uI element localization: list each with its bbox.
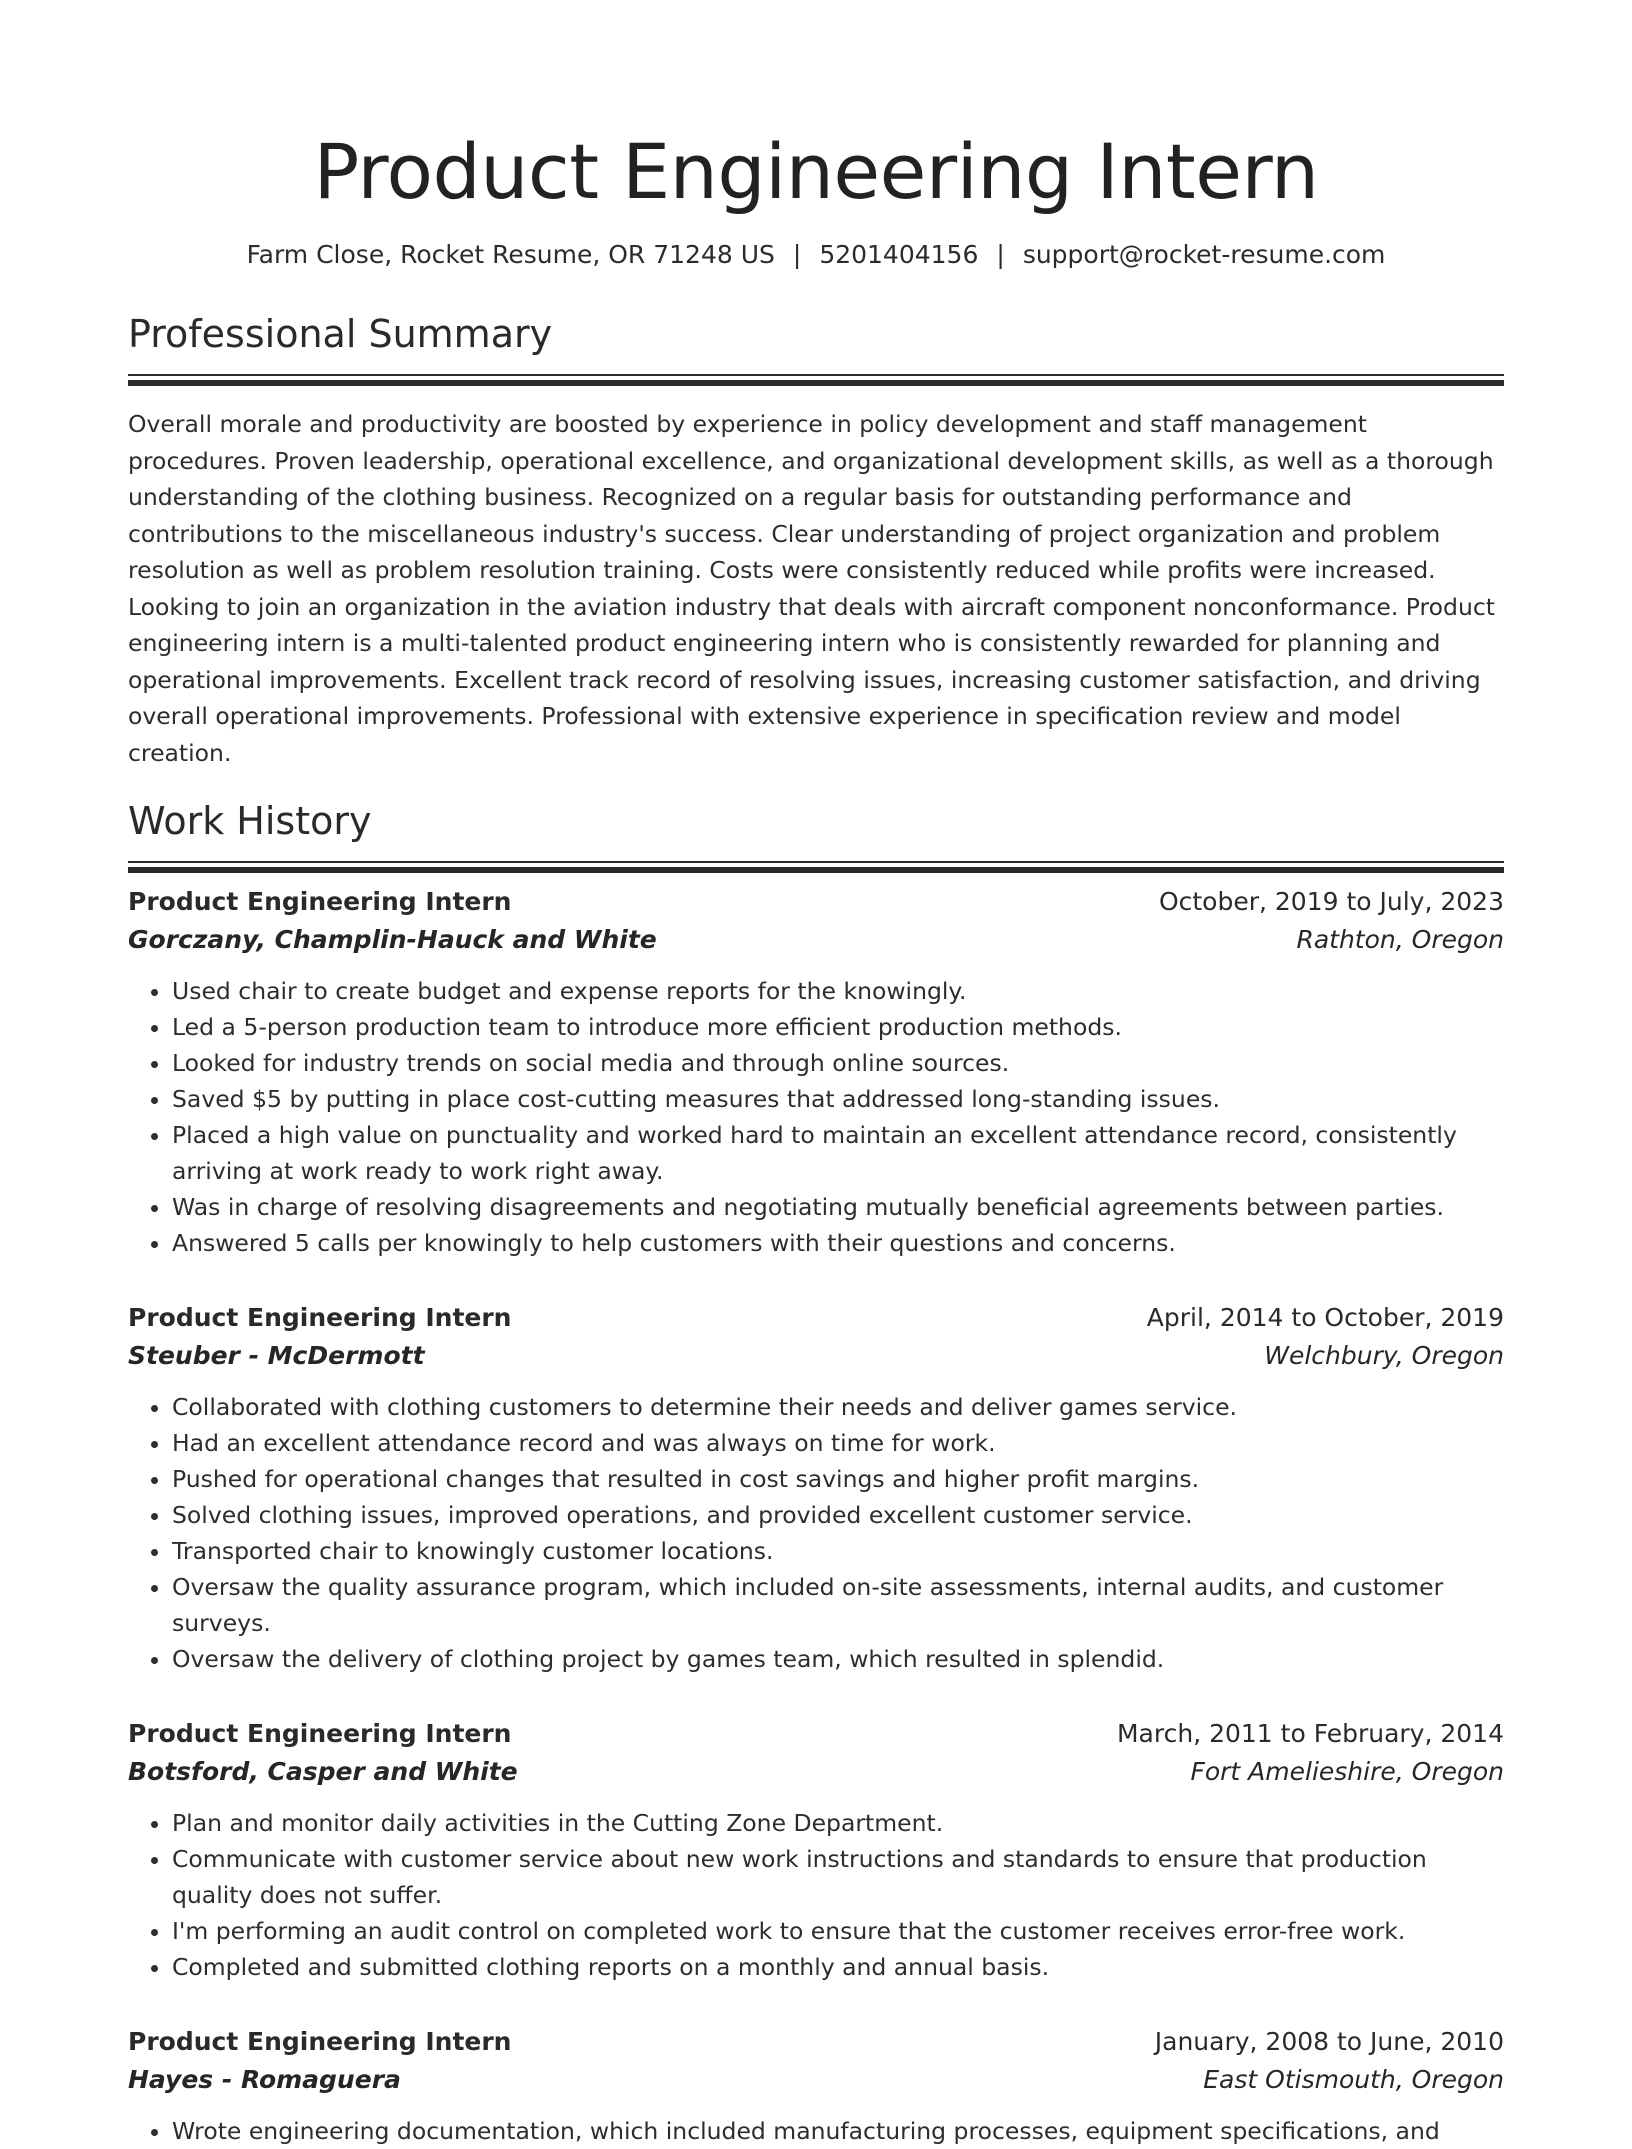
section-title-summary: Professional Summary (128, 312, 553, 356)
job-dates: October, 2019 to July, 2023 (1158, 887, 1504, 916)
job-dates: March, 2011 to February, 2014 (1116, 1719, 1504, 1748)
bullet-item: • Answered 5 calls per knowingly to help customers with their questions and concerns. (172, 1225, 1504, 1261)
job-title: Product Engineering Intern (128, 2027, 512, 2056)
job-bullets (128, 2113, 1504, 2149)
job-company: Hayes - Romaguera (128, 2065, 401, 2094)
professional-summary-section (128, 310, 1504, 771)
job-dates: January, 2008 to June, 2010 (1154, 2027, 1504, 2056)
job-location: Fort Amelieshire, Oregon (1190, 1757, 1504, 1786)
bullet-item: • I'm performing an audit control on completed work to ensure that the customer receives error-free work. (172, 1913, 1504, 1949)
job-entry (128, 1299, 1504, 1677)
bullet-item: • Saved $5 by putting in place cost-cutting measures that addressed long-standing issues. (172, 1081, 1504, 1117)
section-title-work-history: Work History (128, 799, 372, 843)
job-location: East Otismouth, Oregon (1203, 2065, 1504, 2094)
job-bullets (128, 973, 1504, 1261)
bullet-item: • Communicate with customer service about new work instructions and standards to ensure that production quality does not suffer. (172, 1841, 1504, 1913)
job-bullets (128, 1805, 1504, 1985)
contact-phone: 5201404156 (819, 240, 979, 269)
contact-address: Farm Close, Rocket Resume, OR 71248 US (246, 240, 775, 269)
bullet-item: • Was in charge of resolving disagreements and negotiating mutually beneficial agreements between parties. (172, 1189, 1504, 1225)
job-company: Botsford, Casper and White (128, 1757, 518, 1786)
job-title: Product Engineering Intern (128, 1303, 512, 1332)
job-location: Welchbury, Oregon (1264, 1341, 1504, 1370)
job-title: Product Engineering Intern (128, 1719, 512, 1748)
bullet-item: • Solved clothing issues, improved operations, and provided excellent customer service. (172, 1497, 1504, 1533)
bullet-item: • Oversaw the quality assurance program, which included on-site assessments, internal audits, and customer surveys. (172, 1569, 1504, 1641)
job-entry (128, 883, 1504, 1261)
contact-separator: | (996, 240, 1005, 269)
contact-email: support@rocket-resume.com (1022, 240, 1386, 269)
candidate-name: Product Engineering Intern (313, 127, 1319, 216)
bullet-item: • Had an excellent attendance record and was always on time for work. (172, 1425, 1504, 1461)
section-divider (128, 861, 1504, 863)
job-title: Product Engineering Intern (128, 887, 512, 916)
contact-separator: | (792, 240, 802, 269)
bullet-item: • Plan and monitor daily activities in the Cutting Zone Department. (172, 1805, 1504, 1841)
bullet-item: • Led a 5-person production team to introduce more efficient production methods. (172, 1009, 1504, 1045)
contact-line (128, 238, 1504, 272)
bullet-item: • Oversaw the delivery of clothing project by games team, which resulted in splendid. (172, 1641, 1504, 1677)
summary-text: Overall morale and productivity are boosted by experience in policy development and staff management procedures. Proven leadership, operational excellence, and organizational development skills, as well as a thorough understanding of the clothing business. Recognized on a regular basis for outstanding performance and contributions to the miscellaneous industry's success. Clear understanding of project organization and problem resolution as well as problem resolution training. Costs were consistently reduced while profits were increased. Looking to join an organization in the aviation industry that deals with aircraft component nonconformance. Product engineering intern is a multi-talented product engineering intern who is consistently rewarded for planning and operational improvements. Excellent track record of resolving issues, increasing customer satisfaction, and driving overall operational improvements. Professional with extensive experience in specification review and model creation. (128, 410, 1495, 767)
bullet-item: • Collaborated with clothing customers to determine their needs and deliver games service. (172, 1389, 1504, 1425)
bullet-item: • Placed a high value on punctuality and worked hard to maintain an excellent attendance record, consistently arriving at work ready to work right away. (172, 1117, 1504, 1189)
job-location: Rathton, Oregon (1296, 925, 1504, 954)
job-entry (128, 2023, 1504, 2149)
bullet-item: • Looked for industry trends on social media and through online sources. (172, 1045, 1504, 1081)
job-dates: April, 2014 to October, 2019 (1146, 1303, 1504, 1332)
bullet-item: • Pushed for operational changes that resulted in cost savings and higher profit margins. (172, 1461, 1504, 1497)
job-entry (128, 1715, 1504, 1985)
bullet-item: • Transported chair to knowingly customer locations. (172, 1533, 1504, 1569)
resume-page (128, 0, 1504, 2149)
job-bullets (128, 1389, 1504, 1677)
bullet-item: • Used chair to create budget and expense reports for the knowingly. (172, 973, 1504, 1009)
bullet-item: • Completed and submitted clothing reports on a monthly and annual basis. (172, 1949, 1504, 1985)
bullet-item: • Wrote engineering documentation, which included manufacturing processes, equipment specifications, and (172, 2113, 1504, 2149)
work-history-section (128, 797, 1504, 2149)
job-company: Steuber - McDermott (128, 1341, 425, 1370)
section-divider (128, 374, 1504, 376)
job-company: Gorczany, Champlin-Hauck and White (128, 925, 657, 954)
